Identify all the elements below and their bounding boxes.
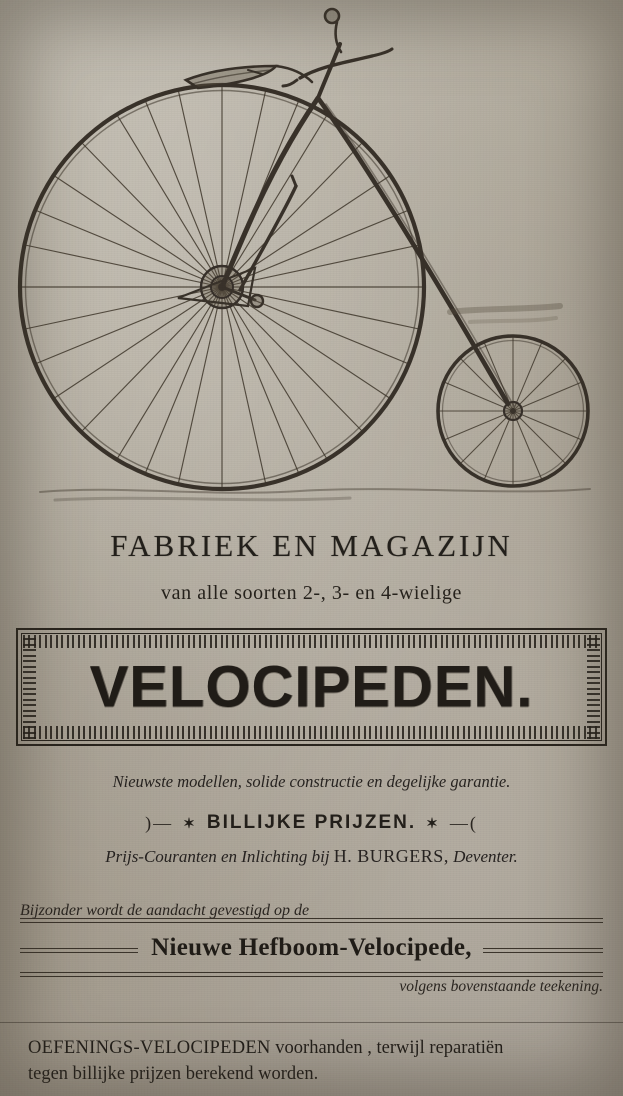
velocipede-illustration: [0, 0, 623, 520]
bottom-line2: tegen billijke prijzen berekend worden.: [28, 1063, 319, 1084]
contact-city: Deventer.: [453, 847, 518, 866]
star-left-icon: ✶: [183, 814, 197, 831]
bottom-paragraph: [28, 1036, 607, 1087]
star-right-icon: ✶: [426, 814, 440, 831]
ornament-top: [23, 635, 600, 648]
lever-caption: volgens bovenstaande teekening.: [399, 978, 603, 995]
prices-banner: [0, 812, 623, 834]
ornament-right: [587, 635, 600, 739]
bottom-line1: voorhanden , terwijl reparatiën: [270, 1038, 504, 1058]
subtitle: van alle soorten 2-, 3- en 4-wielige: [161, 582, 462, 604]
prices-text: BILLIJKE PRIJZEN.: [206, 812, 417, 833]
contact-prefix: Prijs-Couranten en Inlichting bij: [105, 847, 330, 866]
contact-name: H. BURGERS,: [333, 846, 449, 866]
page-title: FABRIEK EN MAGAZIJN: [110, 528, 513, 563]
tagline: Nieuwste modellen, solide constructie en degelijke garantie.: [112, 772, 511, 791]
bottom-divider: [0, 1022, 623, 1023]
feature-word: VELOCIPEDEN.: [89, 654, 534, 720]
ornament-left: [23, 635, 36, 739]
lever-note: Bijzonder wordt de aandacht gevestigd op de: [20, 902, 310, 919]
lever-velocipede-block: [20, 902, 603, 1002]
flourish-left: )—: [145, 812, 174, 833]
contact-line: [0, 846, 623, 867]
flourish-right: —(: [449, 812, 478, 833]
bottom-lead: OEFENINGS-VELOCIPEDEN: [28, 1038, 271, 1058]
lever-title: Nieuwe Hefboom-Velocipede,: [151, 934, 472, 961]
ornament-bottom: [23, 726, 600, 739]
ornamental-frame: [16, 628, 607, 746]
rule-bottom: [20, 972, 603, 977]
